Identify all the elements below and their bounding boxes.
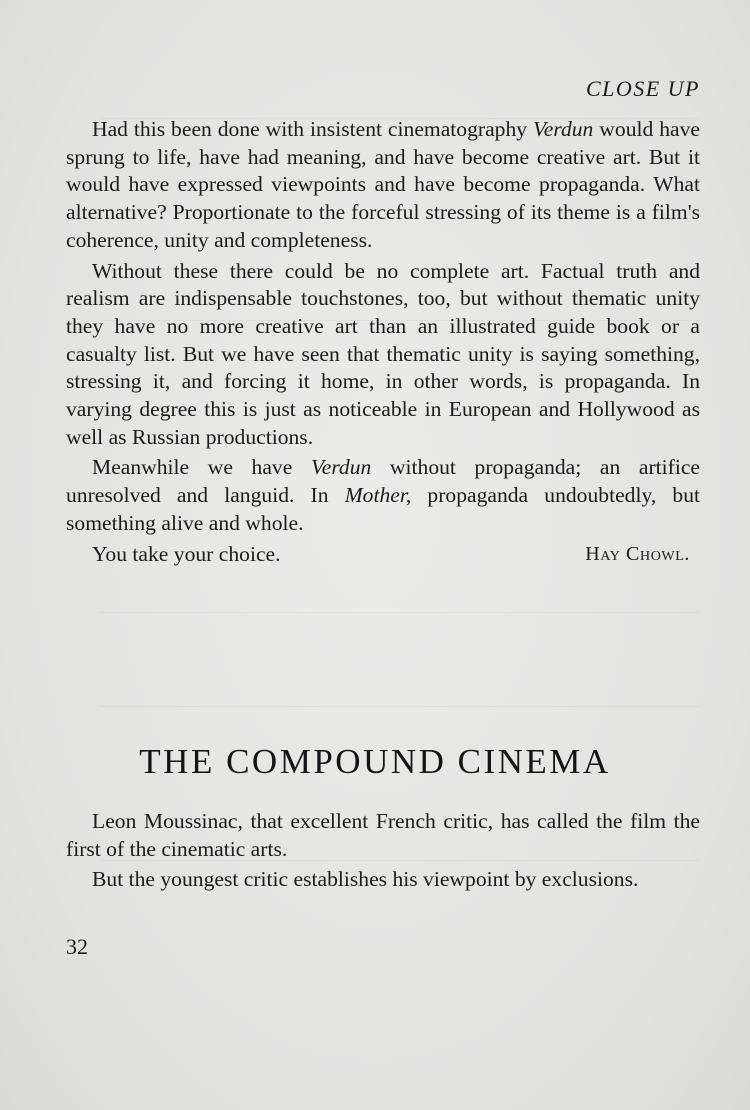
- text-run: Leon Moussinac, that excellent French critic, has called the film the first of the cinematic arts.: [66, 809, 700, 861]
- new-article-body: [66, 808, 700, 894]
- paragraph: [66, 116, 700, 255]
- paragraph: [66, 808, 700, 863]
- paragraph: [66, 454, 700, 537]
- text-run: You take your choice.: [92, 541, 281, 566]
- text-run: Meanwhile we have: [92, 455, 311, 480]
- text-run: Without these there could be no complete art. Factual truth and realism are indispensable touchstones, too, but without thematic unity they have no more creative art than an illustrated guide book or a casualty list. But we have seen that thematic unity is saying something, stressing it, and forcing it home, in other words, is propaganda. In varying degree this is just as noticeable in European and Hollywood as well as Russian productions.: [66, 258, 700, 449]
- text-run: without propaganda; an artifice unresolved and languid. In: [66, 455, 700, 508]
- paragraph: [66, 866, 700, 894]
- article-ending: [66, 116, 700, 569]
- running-head: CLOSE UP: [585, 76, 700, 101]
- section-title: THE COMPOUND CINEMA: [139, 742, 611, 781]
- text-run: would have sprung to life, have had meaning, and have become creative art. But it would have expressed viewpoints and have become propaganda. What alternative? Proportionate to the forceful stressing of its theme is a film's coherence, unity and completeness.: [66, 117, 700, 252]
- page-number: 32: [66, 934, 88, 959]
- italic-title: Verdun: [532, 117, 594, 141]
- text-run: Had this been done with insistent cinematography: [92, 117, 533, 141]
- text-run: But the youngest critic establishes his viewpoint by exclusions.: [92, 867, 639, 892]
- paragraph: [66, 258, 700, 452]
- italic-title: Verdun: [310, 455, 372, 480]
- author-name: Hay Chowl.: [585, 543, 690, 566]
- italic-title: Mother,: [344, 483, 412, 508]
- text-run: propaganda undoubtedly, but something alive and whole.: [66, 483, 700, 535]
